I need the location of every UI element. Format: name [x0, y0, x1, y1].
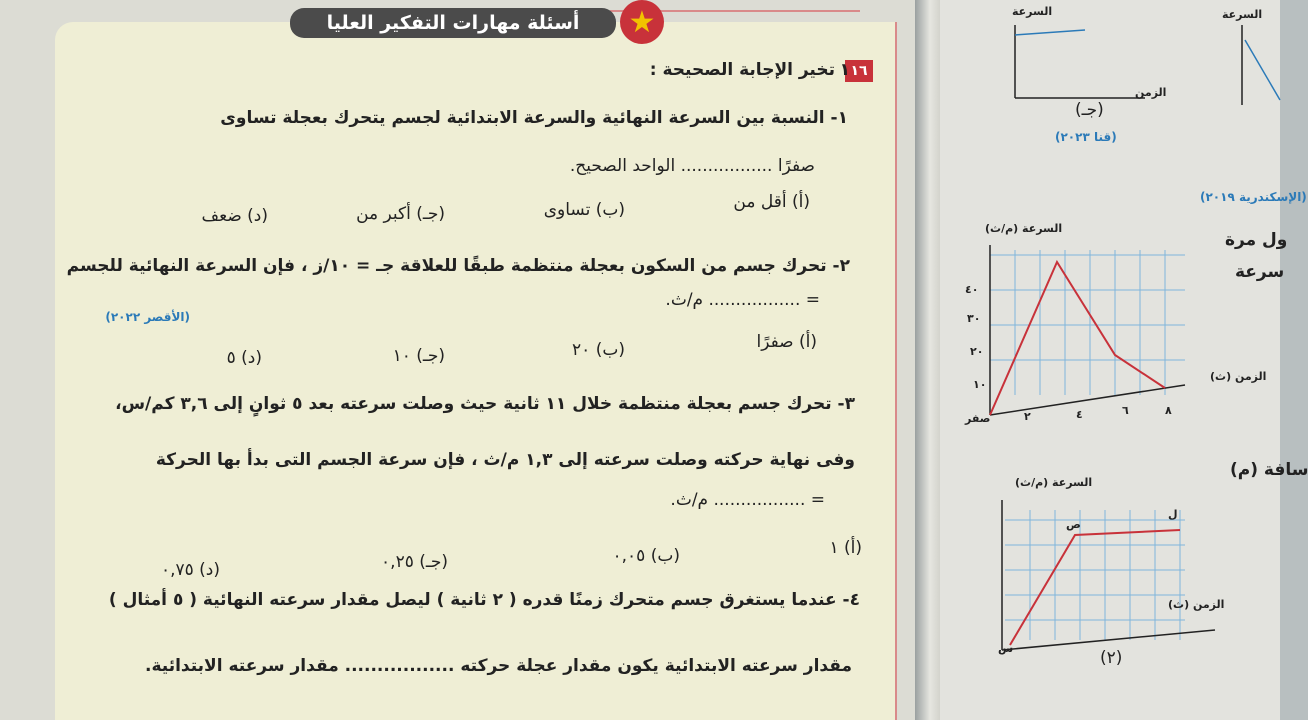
graph-x-label: الزمن (ث) [1210, 370, 1267, 383]
q2-source: (الأقصر ٢٠٢٢) [105, 310, 190, 324]
side-text-1: ول مرة [1225, 230, 1288, 250]
question-instruction: تخير الإجابة الصحيحة : [649, 60, 835, 80]
graph3-point-origin: س [998, 642, 1014, 655]
graph3-point-s: ص [1066, 518, 1081, 531]
q2-option-a[interactable]: (أ) صفرًا [756, 332, 817, 352]
section-header: أسئلة مهارات التفكير العليا [290, 8, 616, 38]
q1-line2: صفرًا ................. الواحد الصحيح. [569, 156, 815, 176]
q1-option-c[interactable]: (جـ) أكبر من [356, 204, 445, 224]
graph-grid [990, 250, 1185, 395]
q3-line1: ٣- تحرك جسم بعجلة منتظمة خلال ١١ ثانية حيث وصلت سرعته بعد ٥ ثوانٍ إلى ٣,٦ كم/س، [115, 394, 855, 414]
graph3-x-label: الزمن (ث) [1168, 598, 1225, 611]
question-number: ١٦ [845, 60, 873, 82]
graph-origin-label: صفر [965, 412, 991, 425]
q3-option-b[interactable]: (ب) ٠,٠٥ [612, 546, 680, 566]
graph3-y-label: السرعة (م/ث) [1015, 476, 1093, 489]
graph-y-tick-10: ١٠ [973, 378, 987, 391]
q3-option-a[interactable]: (أ) ١ [829, 538, 862, 558]
graph-x-tick-8: ٨ [1165, 404, 1172, 417]
graph-y-tick-40: ٤٠ [965, 283, 979, 296]
graph-c-source: (قنا ٢٠٢٣) [1055, 130, 1117, 144]
graph-top-right [1240, 20, 1280, 110]
velocity-time-graph [960, 220, 1190, 420]
q3-option-d[interactable]: (د) ٠,٧٥ [160, 560, 220, 580]
question-sub-number: ١ [839, 60, 850, 80]
q4-line1: ٤- عندما يستغرق جسم متحرك زمنًا قدره ( ٢ ثانية ) ليصل مقدار سرعته النهائية ( ٥ أمثال ) [108, 590, 860, 610]
graph-y-label: السرعة (م/ث) [985, 222, 1063, 235]
graph-x-axis [990, 385, 1185, 415]
q2-option-c[interactable]: (جـ) ١٠ [392, 346, 445, 366]
graph3-x-axis [1002, 630, 1215, 650]
graph3-caption: (٢) [1100, 648, 1123, 668]
graph-y-tick-30: ٣٠ [967, 312, 981, 325]
velocity-graph-2 [990, 490, 1220, 660]
graph-c-x-label: الزمن [1135, 86, 1167, 99]
q2-option-b[interactable]: (ب) ٢٠ [572, 340, 625, 360]
side-text-2: سرعة [1235, 262, 1285, 282]
graph-c-y-label: السرعة [1012, 5, 1053, 18]
q4-line2: مقدار سرعته الابتدائية يكون مقدار عجلة حركته ................. مقدار سرعته الابتدائية. [144, 656, 852, 676]
graph-top-right-y-label: السرعة [1222, 8, 1263, 21]
q2-line1: ٢- تحرك جسم من السكون بعجلة منتظمة طبقًا للعلاقة جـ = ١٠/ز ، فإن السرعة النهائية للجسم [66, 256, 850, 276]
graph-c-caption: (جـ) [1075, 100, 1104, 120]
q1-option-a[interactable]: (أ) أقل من [733, 192, 810, 212]
source-alexandria: (الإسكندرية ٢٠١٩) [1200, 190, 1307, 204]
graph-c-line [1015, 30, 1085, 35]
q3-line2: وفى نهاية حركته وصلت سرعته إلى ١,٣ م/ث ، فإن سرعة الجسم التى بدأ بها الحركة [155, 450, 855, 470]
q1-option-b[interactable]: (ب) تساوى [543, 200, 625, 220]
q1-option-d[interactable]: (د) ضعف [201, 206, 268, 226]
graph3-grid [1005, 510, 1185, 640]
q1-line1: ١- النسبة بين السرعة النهائية والسرعة الابتدائية لجسم يتحرك بعجلة تساوى [220, 108, 848, 128]
graph-x-tick-4: ٤ [1076, 408, 1083, 421]
velocity-graph-c [1005, 20, 1155, 105]
graph-y-tick-20: ٢٠ [970, 345, 984, 358]
star-icon: ★ [620, 0, 664, 44]
graph3-point-l: ل [1168, 508, 1178, 521]
q3-option-c[interactable]: (جـ) ٠,٢٥ [381, 552, 448, 572]
graph-x-tick-2: ٢ [1024, 410, 1031, 423]
side-text-3: سافة (م) [1230, 460, 1308, 480]
q3-line3: = ................. م/ث. [670, 490, 825, 510]
q2-line2: = ................. م/ث. [665, 290, 820, 310]
graph-x-tick-6: ٦ [1122, 404, 1129, 417]
q2-option-d[interactable]: (د) ٥ [226, 348, 262, 368]
